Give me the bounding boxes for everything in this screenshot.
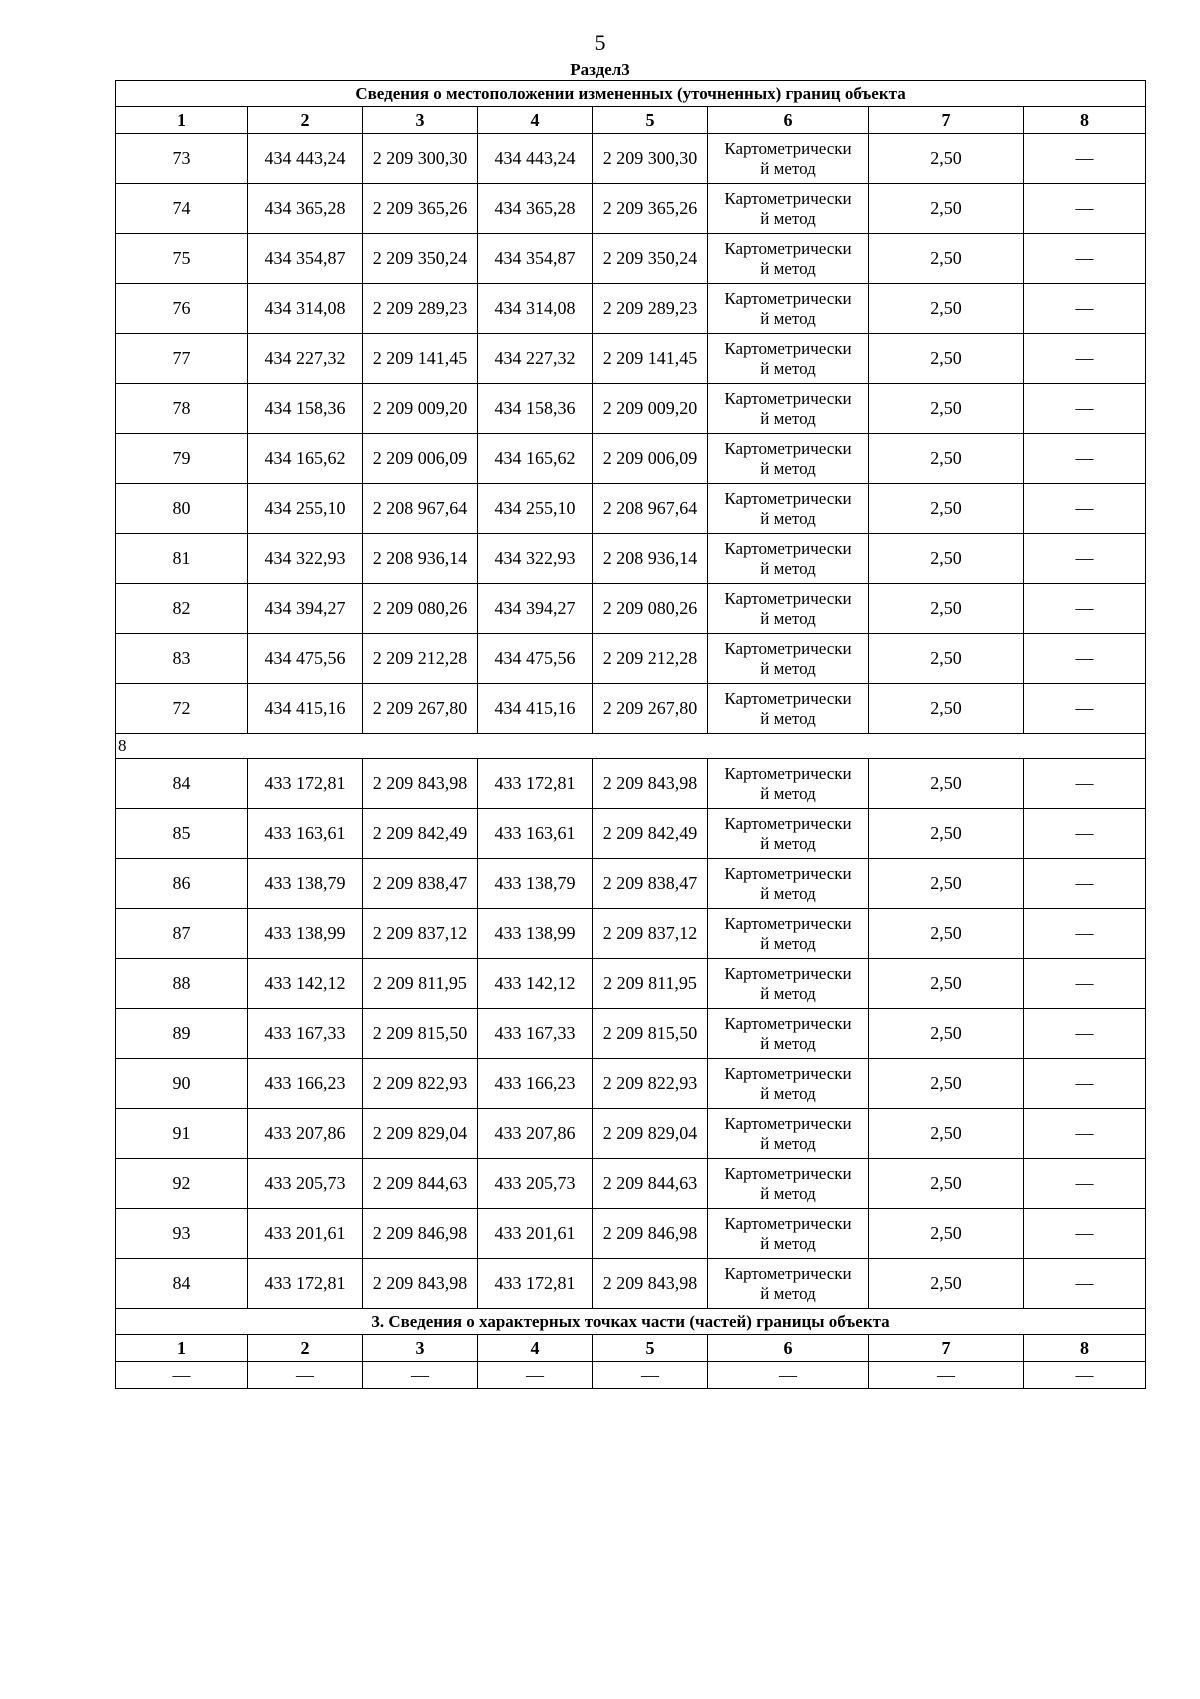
method-line-1: Картометрически xyxy=(724,963,852,983)
method-cell xyxy=(708,1109,869,1159)
y-old-cell: 2 209 843,98 xyxy=(363,759,478,809)
description-cell: — xyxy=(1024,859,1146,909)
accuracy-cell: 2,50 xyxy=(869,1059,1024,1109)
x-new-cell: 434 394,27 xyxy=(478,584,593,634)
point-number-cell: 73 xyxy=(116,134,248,184)
y-old-cell: 2 209 842,49 xyxy=(363,809,478,859)
x-new-cell: 433 207,86 xyxy=(478,1109,593,1159)
column-header: 6 xyxy=(708,1335,869,1362)
y-old-cell: 2 208 967,64 xyxy=(363,484,478,534)
description-cell: — xyxy=(1024,1009,1146,1059)
column-header: 2 xyxy=(248,107,363,134)
page-number: 5 xyxy=(594,30,606,55)
y-new-cell: 2 209 811,95 xyxy=(593,959,708,1009)
method-cell xyxy=(708,584,869,634)
section-title: Раздел3 xyxy=(570,60,630,79)
point-number-cell: 77 xyxy=(116,334,248,384)
table-row xyxy=(116,484,1146,534)
x-new-cell: 434 227,32 xyxy=(478,334,593,384)
x-old-cell: 434 227,32 xyxy=(248,334,363,384)
method-cell xyxy=(708,534,869,584)
point-number-cell: 84 xyxy=(116,759,248,809)
method-line-1: Картометрически xyxy=(724,238,852,258)
x-new-cell: 433 201,61 xyxy=(478,1209,593,1259)
method-line-2: й метод xyxy=(760,1033,816,1053)
x-old-cell: 433 205,73 xyxy=(248,1159,363,1209)
method-cell xyxy=(708,909,869,959)
method-line-1: Картометрически xyxy=(724,1063,852,1083)
table-row xyxy=(116,534,1146,584)
method-line-2: й метод xyxy=(760,358,816,378)
method-line-2: й метод xyxy=(760,983,816,1003)
description-cell: — xyxy=(1024,959,1146,1009)
method-line-2: й метод xyxy=(760,558,816,578)
method-cell xyxy=(708,284,869,334)
accuracy-cell: 2,50 xyxy=(869,234,1024,284)
table-row xyxy=(116,809,1146,859)
y-new-cell: 2 209 843,98 xyxy=(593,759,708,809)
table-row xyxy=(116,1109,1146,1159)
method-line-1: Картометрически xyxy=(724,438,852,458)
y-new-cell: 2 209 815,50 xyxy=(593,1009,708,1059)
method-cell xyxy=(708,1009,869,1059)
description-cell: — xyxy=(1024,1059,1146,1109)
description-cell: — xyxy=(1024,334,1146,384)
table-row xyxy=(116,134,1146,184)
table2-caption-row xyxy=(116,1309,1146,1335)
method-line-2: й метод xyxy=(760,658,816,678)
point-number-cell: 84 xyxy=(116,1259,248,1309)
x-old-cell: 433 172,81 xyxy=(248,759,363,809)
accuracy-cell: 2,50 xyxy=(869,134,1024,184)
y-new-cell: 2 208 967,64 xyxy=(593,484,708,534)
point-number-cell: 79 xyxy=(116,434,248,484)
point-number-cell: 80 xyxy=(116,484,248,534)
y-new-cell: 2 209 212,28 xyxy=(593,634,708,684)
column-header: 4 xyxy=(478,107,593,134)
description-cell: — xyxy=(1024,384,1146,434)
point-number-cell: 88 xyxy=(116,959,248,1009)
x-new-cell: 433 142,12 xyxy=(478,959,593,1009)
point-number-cell: 81 xyxy=(116,534,248,584)
description-cell: — xyxy=(1024,1109,1146,1159)
x-old-cell: 434 394,27 xyxy=(248,584,363,634)
column-header: 1 xyxy=(116,107,248,134)
y-new-cell: 2 209 846,98 xyxy=(593,1209,708,1259)
method-line-1: Картометрически xyxy=(724,288,852,308)
method-line-1: Картометрически xyxy=(724,338,852,358)
method-line-1: Картометрически xyxy=(724,188,852,208)
method-cell xyxy=(708,1159,869,1209)
y-new-cell: 2 209 080,26 xyxy=(593,584,708,634)
accuracy-cell: 2,50 xyxy=(869,184,1024,234)
method-line-1: Картометрически xyxy=(724,913,852,933)
point-number-cell: 92 xyxy=(116,1159,248,1209)
accuracy-cell: 2,50 xyxy=(869,859,1024,909)
x-old-cell: 434 158,36 xyxy=(248,384,363,434)
description-cell: — xyxy=(1024,484,1146,534)
x-new-cell: 433 167,33 xyxy=(478,1009,593,1059)
method-line-1: Картометрически xyxy=(724,138,852,158)
description-cell: — xyxy=(1024,809,1146,859)
x-old-cell: 434 443,24 xyxy=(248,134,363,184)
x-old-cell: 433 163,61 xyxy=(248,809,363,859)
table-row xyxy=(116,634,1146,684)
description-cell: — xyxy=(1024,684,1146,734)
method-line-1: Картометрически xyxy=(724,1213,852,1233)
accuracy-cell: 2,50 xyxy=(869,634,1024,684)
empty-cell: — xyxy=(869,1362,1024,1389)
description-cell: — xyxy=(1024,134,1146,184)
y-new-cell: 2 209 009,20 xyxy=(593,384,708,434)
method-cell xyxy=(708,684,869,734)
x-old-cell: 434 255,10 xyxy=(248,484,363,534)
method-line-2: й метод xyxy=(760,1083,816,1103)
column-header: 8 xyxy=(1024,107,1146,134)
x-new-cell: 434 443,24 xyxy=(478,134,593,184)
point-number-cell: 82 xyxy=(116,584,248,634)
method-line-2: й метод xyxy=(760,1183,816,1203)
y-new-cell: 2 209 300,30 xyxy=(593,134,708,184)
column-header: 7 xyxy=(869,1335,1024,1362)
method-line-2: й метод xyxy=(760,258,816,278)
method-cell xyxy=(708,859,869,909)
method-line-1: Картометрически xyxy=(724,638,852,658)
accuracy-cell: 2,50 xyxy=(869,809,1024,859)
empty-cell: — xyxy=(478,1362,593,1389)
method-line-2: й метод xyxy=(760,883,816,903)
column-header: 3 xyxy=(363,107,478,134)
column-header: 5 xyxy=(593,1335,708,1362)
method-cell xyxy=(708,1059,869,1109)
method-line-1: Картометрически xyxy=(724,763,852,783)
table-row xyxy=(116,1259,1146,1309)
y-old-cell: 2 209 843,98 xyxy=(363,1259,478,1309)
x-new-cell: 434 255,10 xyxy=(478,484,593,534)
y-new-cell: 2 208 936,14 xyxy=(593,534,708,584)
y-old-cell: 2 209 822,93 xyxy=(363,1059,478,1109)
y-new-cell: 2 209 289,23 xyxy=(593,284,708,334)
method-line-2: й метод xyxy=(760,508,816,528)
method-line-1: Картометрически xyxy=(724,813,852,833)
point-number-cell: 85 xyxy=(116,809,248,859)
table-row xyxy=(116,434,1146,484)
y-old-cell: 2 209 350,24 xyxy=(363,234,478,284)
y-old-cell: 2 209 815,50 xyxy=(363,1009,478,1059)
y-new-cell: 2 209 829,04 xyxy=(593,1109,708,1159)
accuracy-cell: 2,50 xyxy=(869,1109,1024,1159)
y-new-cell: 2 209 350,24 xyxy=(593,234,708,284)
method-cell xyxy=(708,484,869,534)
description-cell: — xyxy=(1024,234,1146,284)
table-row xyxy=(116,1209,1146,1259)
table-row xyxy=(116,284,1146,334)
accuracy-cell: 2,50 xyxy=(869,1159,1024,1209)
method-line-2: й метод xyxy=(760,833,816,853)
method-line-2: й метод xyxy=(760,1283,816,1303)
x-new-cell: 434 365,28 xyxy=(478,184,593,234)
point-number-cell: 78 xyxy=(116,384,248,434)
column-header: 3 xyxy=(363,1335,478,1362)
y-old-cell: 2 209 006,09 xyxy=(363,434,478,484)
method-line-1: Картометрически xyxy=(724,1113,852,1133)
y-new-cell: 2 209 267,80 xyxy=(593,684,708,734)
x-old-cell: 433 166,23 xyxy=(248,1059,363,1109)
accuracy-cell: 2,50 xyxy=(869,959,1024,1009)
description-cell: — xyxy=(1024,1159,1146,1209)
x-old-cell: 433 142,12 xyxy=(248,959,363,1009)
accuracy-cell: 2,50 xyxy=(869,684,1024,734)
column-header: 6 xyxy=(708,107,869,134)
y-old-cell: 2 209 846,98 xyxy=(363,1209,478,1259)
accuracy-cell: 2,50 xyxy=(869,484,1024,534)
table-row xyxy=(116,1059,1146,1109)
table-row xyxy=(116,684,1146,734)
description-cell: — xyxy=(1024,534,1146,584)
description-cell: — xyxy=(1024,1259,1146,1309)
table-row xyxy=(116,584,1146,634)
x-new-cell: 434 475,56 xyxy=(478,634,593,684)
table1-caption-row xyxy=(116,81,1146,107)
description-cell: — xyxy=(1024,284,1146,334)
description-cell: — xyxy=(1024,584,1146,634)
point-number-cell: 83 xyxy=(116,634,248,684)
accuracy-cell: 2,50 xyxy=(869,334,1024,384)
y-new-cell: 2 209 837,12 xyxy=(593,909,708,959)
empty-cell: — xyxy=(116,1362,248,1389)
column-header: 1 xyxy=(116,1335,248,1362)
x-new-cell: 433 138,99 xyxy=(478,909,593,959)
description-cell: — xyxy=(1024,909,1146,959)
y-old-cell: 2 209 212,28 xyxy=(363,634,478,684)
accuracy-cell: 2,50 xyxy=(869,1009,1024,1059)
column-header: 5 xyxy=(593,107,708,134)
accuracy-cell: 2,50 xyxy=(869,1209,1024,1259)
x-new-cell: 433 172,81 xyxy=(478,1259,593,1309)
accuracy-cell: 2,50 xyxy=(869,534,1024,584)
x-old-cell: 434 314,08 xyxy=(248,284,363,334)
method-line-1: Картометрически xyxy=(724,1263,852,1283)
method-cell xyxy=(708,334,869,384)
method-line-1: Картометрически xyxy=(724,1013,852,1033)
method-line-2: й метод xyxy=(760,608,816,628)
y-new-cell: 2 209 842,49 xyxy=(593,809,708,859)
y-old-cell: 2 209 300,30 xyxy=(363,134,478,184)
y-old-cell: 2 209 141,45 xyxy=(363,334,478,384)
x-old-cell: 434 322,93 xyxy=(248,534,363,584)
empty-cell: — xyxy=(248,1362,363,1389)
method-cell xyxy=(708,184,869,234)
method-cell xyxy=(708,759,869,809)
point-number-cell: 90 xyxy=(116,1059,248,1109)
method-cell xyxy=(708,1259,869,1309)
point-number-cell: 87 xyxy=(116,909,248,959)
point-number-cell: 75 xyxy=(116,234,248,284)
empty-cell: — xyxy=(708,1362,869,1389)
x-new-cell: 433 205,73 xyxy=(478,1159,593,1209)
table-row xyxy=(116,959,1146,1009)
method-cell xyxy=(708,234,869,284)
table-row xyxy=(116,334,1146,384)
accuracy-cell: 2,50 xyxy=(869,1259,1024,1309)
boundary-table-body xyxy=(116,81,1146,1389)
method-line-2: й метод xyxy=(760,308,816,328)
table2-row xyxy=(116,1362,1146,1389)
group-label: 8 xyxy=(116,734,1146,759)
accuracy-cell: 2,50 xyxy=(869,384,1024,434)
method-line-1: Картометрически xyxy=(724,488,852,508)
method-line-2: й метод xyxy=(760,783,816,803)
method-line-1: Картометрически xyxy=(724,1163,852,1183)
method-cell xyxy=(708,809,869,859)
point-number-cell: 93 xyxy=(116,1209,248,1259)
y-old-cell: 2 209 009,20 xyxy=(363,384,478,434)
x-new-cell: 433 172,81 xyxy=(478,759,593,809)
method-line-2: й метод xyxy=(760,1133,816,1153)
point-number-cell: 74 xyxy=(116,184,248,234)
method-line-1: Картометрически xyxy=(724,388,852,408)
description-cell: — xyxy=(1024,634,1146,684)
method-line-2: й метод xyxy=(760,458,816,478)
point-number-cell: 76 xyxy=(116,284,248,334)
table-row xyxy=(116,234,1146,284)
y-new-cell: 2 209 006,09 xyxy=(593,434,708,484)
y-old-cell: 2 209 838,47 xyxy=(363,859,478,909)
accuracy-cell: 2,50 xyxy=(869,759,1024,809)
method-line-1: Картометрически xyxy=(724,863,852,883)
table-row xyxy=(116,1159,1146,1209)
y-old-cell: 2 209 837,12 xyxy=(363,909,478,959)
x-new-cell: 433 163,61 xyxy=(478,809,593,859)
point-number-cell: 72 xyxy=(116,684,248,734)
table1-header-row xyxy=(116,107,1146,134)
method-line-2: й метод xyxy=(760,933,816,953)
table-row xyxy=(116,759,1146,809)
y-new-cell: 2 209 822,93 xyxy=(593,1059,708,1109)
x-old-cell: 433 207,86 xyxy=(248,1109,363,1159)
method-line-1: Картометрически xyxy=(724,588,852,608)
x-new-cell: 433 166,23 xyxy=(478,1059,593,1109)
method-cell xyxy=(708,959,869,1009)
x-old-cell: 434 415,16 xyxy=(248,684,363,734)
table2-header-row xyxy=(116,1335,1146,1362)
y-old-cell: 2 209 289,23 xyxy=(363,284,478,334)
column-header: 8 xyxy=(1024,1335,1146,1362)
empty-cell: — xyxy=(363,1362,478,1389)
point-number-cell: 91 xyxy=(116,1109,248,1159)
table-row xyxy=(116,909,1146,959)
method-line-2: й метод xyxy=(760,208,816,228)
method-line-2: й метод xyxy=(760,708,816,728)
accuracy-cell: 2,50 xyxy=(869,434,1024,484)
x-new-cell: 433 138,79 xyxy=(478,859,593,909)
x-old-cell: 434 475,56 xyxy=(248,634,363,684)
description-cell: — xyxy=(1024,434,1146,484)
y-old-cell: 2 209 365,26 xyxy=(363,184,478,234)
method-line-2: й метод xyxy=(760,408,816,428)
empty-cell: — xyxy=(593,1362,708,1389)
x-old-cell: 433 138,99 xyxy=(248,909,363,959)
x-new-cell: 434 415,16 xyxy=(478,684,593,734)
y-old-cell: 2 209 267,80 xyxy=(363,684,478,734)
y-new-cell: 2 209 838,47 xyxy=(593,859,708,909)
x-new-cell: 434 158,36 xyxy=(478,384,593,434)
description-cell: — xyxy=(1024,184,1146,234)
column-header: 2 xyxy=(248,1335,363,1362)
y-new-cell: 2 209 844,63 xyxy=(593,1159,708,1209)
method-line-1: Картометрически xyxy=(724,688,852,708)
x-old-cell: 434 365,28 xyxy=(248,184,363,234)
method-cell xyxy=(708,134,869,184)
point-number-cell: 89 xyxy=(116,1009,248,1059)
table-row xyxy=(116,1009,1146,1059)
description-cell: — xyxy=(1024,759,1146,809)
y-new-cell: 2 209 365,26 xyxy=(593,184,708,234)
x-old-cell: 433 201,61 xyxy=(248,1209,363,1259)
table1-caption: Сведения о местоположении измененных (уточненных) границ объекта xyxy=(116,81,1146,107)
x-old-cell: 433 138,79 xyxy=(248,859,363,909)
table-row xyxy=(116,184,1146,234)
x-old-cell: 434 165,62 xyxy=(248,434,363,484)
point-number-cell: 86 xyxy=(116,859,248,909)
method-cell xyxy=(708,384,869,434)
accuracy-cell: 2,50 xyxy=(869,584,1024,634)
group-label-row xyxy=(116,734,1146,759)
table2-caption: 3. Сведения о характерных точках части (частей) границы объекта xyxy=(116,1309,1146,1335)
method-cell xyxy=(708,1209,869,1259)
y-old-cell: 2 209 811,95 xyxy=(363,959,478,1009)
boundary-table xyxy=(115,80,1146,1389)
method-line-2: й метод xyxy=(760,158,816,178)
y-old-cell: 2 209 080,26 xyxy=(363,584,478,634)
method-cell xyxy=(708,434,869,484)
x-new-cell: 434 165,62 xyxy=(478,434,593,484)
empty-cell: — xyxy=(1024,1362,1146,1389)
method-cell xyxy=(708,634,869,684)
table-row xyxy=(116,384,1146,434)
column-header: 4 xyxy=(478,1335,593,1362)
column-header: 7 xyxy=(869,107,1024,134)
x-new-cell: 434 314,08 xyxy=(478,284,593,334)
y-new-cell: 2 209 843,98 xyxy=(593,1259,708,1309)
x-new-cell: 434 354,87 xyxy=(478,234,593,284)
method-line-1: Картометрически xyxy=(724,538,852,558)
y-old-cell: 2 208 936,14 xyxy=(363,534,478,584)
x-old-cell: 433 167,33 xyxy=(248,1009,363,1059)
table-row xyxy=(116,859,1146,909)
y-old-cell: 2 209 829,04 xyxy=(363,1109,478,1159)
description-cell: — xyxy=(1024,1209,1146,1259)
y-old-cell: 2 209 844,63 xyxy=(363,1159,478,1209)
accuracy-cell: 2,50 xyxy=(869,284,1024,334)
y-new-cell: 2 209 141,45 xyxy=(593,334,708,384)
x-old-cell: 434 354,87 xyxy=(248,234,363,284)
x-old-cell: 433 172,81 xyxy=(248,1259,363,1309)
method-line-2: й метод xyxy=(760,1233,816,1253)
x-new-cell: 434 322,93 xyxy=(478,534,593,584)
accuracy-cell: 2,50 xyxy=(869,909,1024,959)
